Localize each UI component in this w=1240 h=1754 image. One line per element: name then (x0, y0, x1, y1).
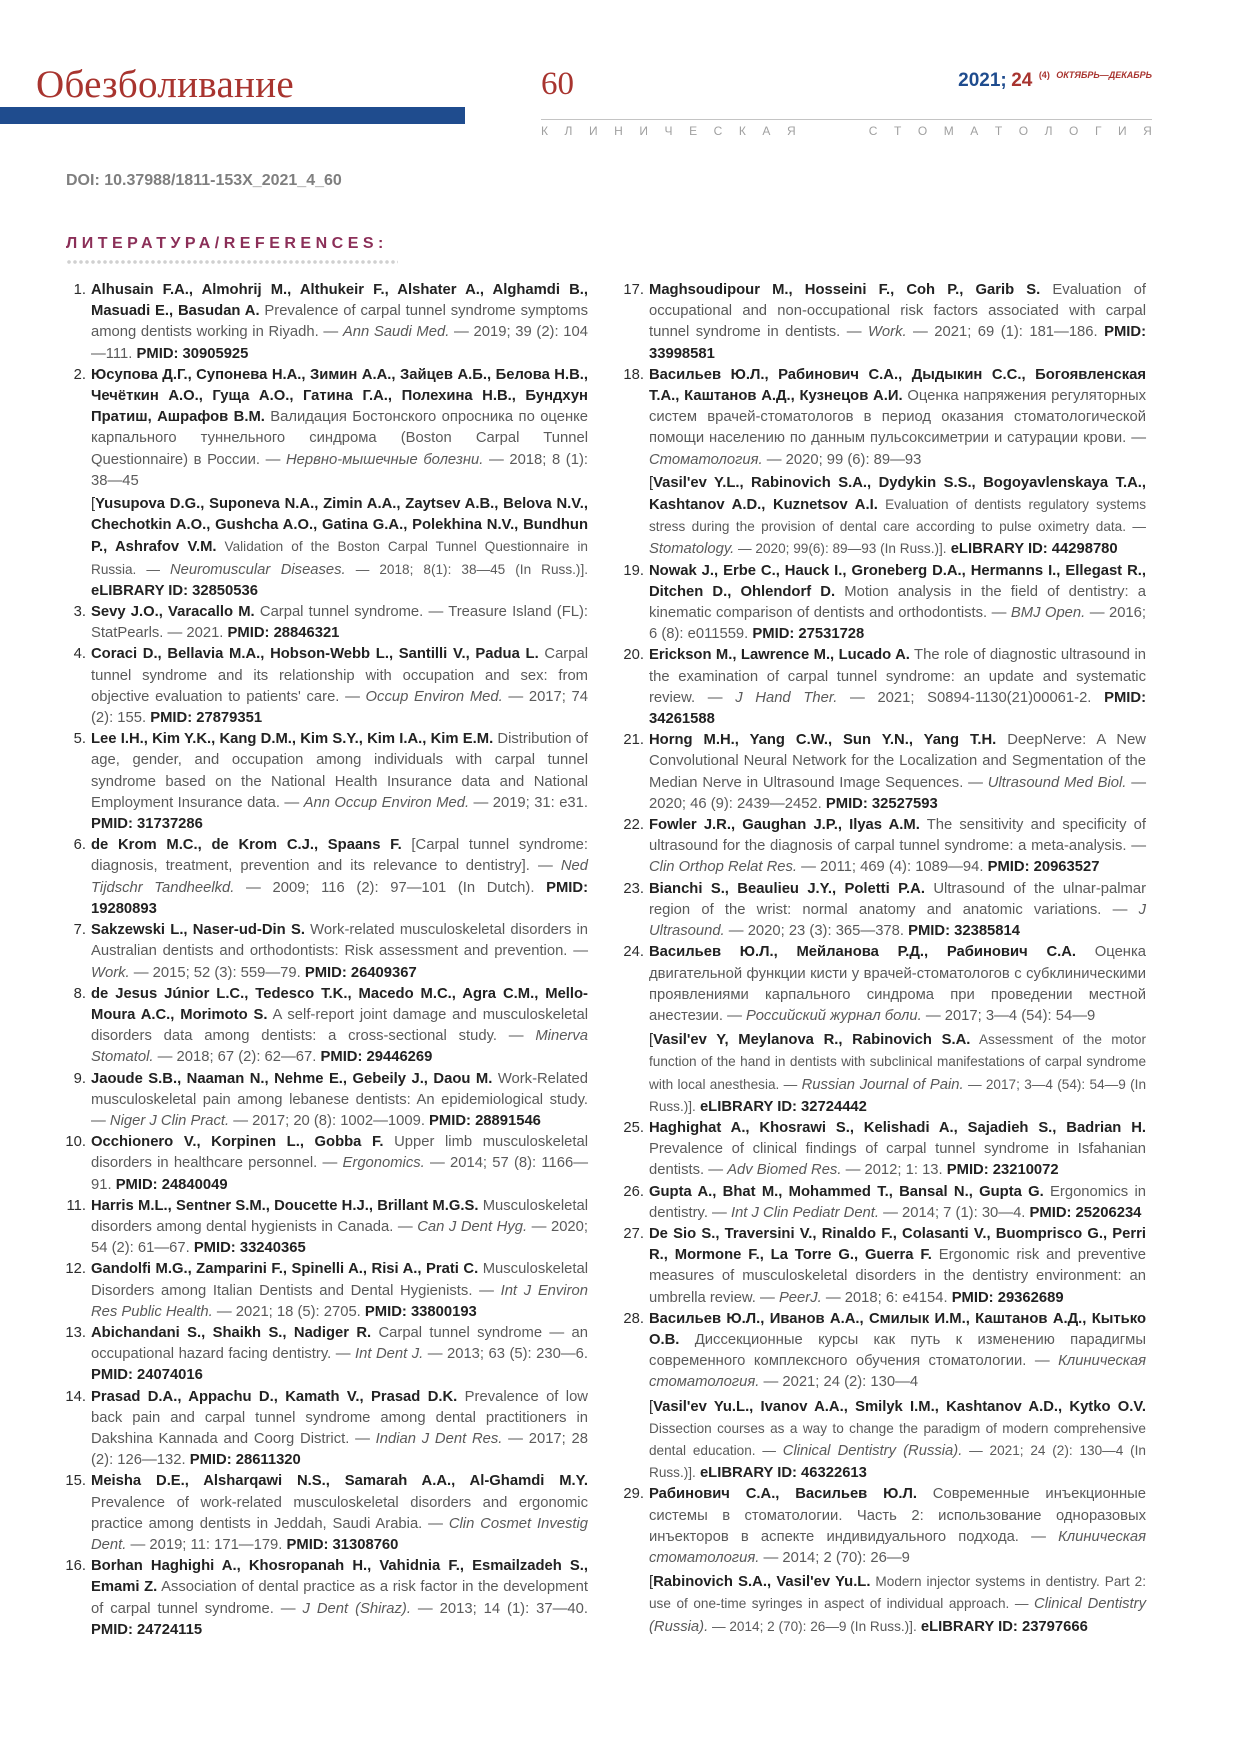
ref-id: eLIBRARY ID: 46322613 (695, 1465, 867, 1482)
reference-item (624, 645, 1146, 730)
ref-authors: Vasil'ev Y, Meylanova R., Rabinovich S.A. (653, 1032, 971, 1049)
ref-title: Ergonomics in dentistry. — (649, 1183, 1146, 1221)
issue-number: (4) (1038, 70, 1050, 80)
ref-id: PMID: 23210072 (946, 1162, 1059, 1179)
ref-id: eLIBRARY ID: 44298780 (946, 541, 1118, 558)
ref-translation: [Yusupova D.G., Suponeva N.A., Zimin A.A., Zaytsev A.B., Belova N.V., Chechotkin A.O., Gushcha A.O., Gatina G.A., Polekhina N.V., Bundhun P., Ashrafov V.M. Validation of the Boston Carpal Tunnel Questionnaire in Russia. — Neuromuscular Diseases. — 2018; 8(1): 38—45 (In Russ.)]. eLIBRARY ID: 32850536 (91, 496, 588, 599)
ref-number: 9. (73, 1070, 86, 1087)
reference-item (66, 984, 588, 1069)
ref-id: PMID: 31737286 (91, 816, 203, 833)
ref-title: A self-report joint damage and musculoskeletal disorders data among dentists: a cross-sectional study. — (91, 1006, 588, 1045)
ref-title: Оценка двигательной функции кисти у врачей-стоматологов с субклиническими проявлениями карпального синдрома при проведении местной анестезии. — (649, 944, 1147, 1024)
journal-letter: О (1069, 124, 1079, 138)
ref-title: Work-related musculoskeletal disorders in Australian dentists and orthodontists: Risk assessment and prevention. — (91, 922, 589, 960)
ref-pages: — 2017; 3—4 (54): 54—9 (In Russ.)]. (649, 1076, 1147, 1114)
ref-authors: Васильев Ю.Л., Мейланова Р.Д., Рабинович С.А. (649, 944, 1077, 961)
reference-item (66, 729, 588, 835)
ref-number: 13. (65, 1324, 86, 1341)
journal-letter: А (762, 124, 771, 138)
reference-item (66, 280, 588, 365)
ref-number: 4. (73, 646, 86, 663)
ref-pages: — 2014; 7 (1): 30—4. (879, 1204, 1030, 1221)
reference-item (624, 280, 1146, 365)
ref-id: PMID: 32527593 (825, 795, 938, 812)
ref-id: PMID: 20963527 (987, 859, 1100, 876)
ref-number: 10. (65, 1134, 86, 1151)
ref-pages: — 2020; 99 (6): 89—93 (762, 451, 922, 468)
ref-journal: Ultrasound Med Biol. (987, 774, 1127, 791)
ref-authors: Fowler J.R., Gaughan J.P., Ilyas A.M. (649, 817, 920, 834)
ref-authors: De Sio S., Traversini V., Rinaldo F., Colasanti V., Buomprisco G., Perri R., Mormone F., La Torre G., Guerra F. (649, 1225, 1146, 1264)
ref-number: 15. (65, 1473, 86, 1490)
reference-item (66, 835, 588, 920)
ref-number: 11. (66, 1197, 86, 1214)
ref-id: PMID: 24074016 (91, 1367, 203, 1384)
ref-id: PMID: 27879351 (150, 710, 263, 727)
ref-title: Association of dental practice as a risk factor in the development of carpal tunnel syndrome. — (91, 1579, 588, 1617)
ref-authors: Рабинович С.А., Васильев Ю.Л. (649, 1486, 917, 1503)
ref-title: The sensitivity and specificity of ultrasound for the diagnosis of carpal tunnel syndrome: a meta-analysis. — (649, 817, 1147, 855)
ref-journal: Minerva Stomatol. (91, 1028, 588, 1066)
ref-authors: Jaoude S.B., Naaman N., Nehme E., Gebeily J., Daou M. (91, 1070, 493, 1087)
ref-title: Ultrasound of the ulnar-palmar region of the wrist: normal anatomy and anatomic variations. — (649, 880, 1146, 918)
ref-id: PMID: 33240365 (193, 1240, 306, 1257)
ref-journal: Indian J Dent Res. (375, 1430, 503, 1447)
ref-title: Dissection courses as a way to change the paradigm of modern comprehensive dental education. — (649, 1420, 1146, 1458)
ref-journal: Clin Cosmet Investig Dent. (91, 1515, 588, 1553)
ref-journal: Клиническая стоматология. (649, 1528, 1146, 1566)
ref-pages: — 2021; 18 (5): 2705. (212, 1303, 365, 1320)
ref-title: Prevalence of low back pain and carpal tunnel syndrome among dental practitioners in Dakshina Kannada and Coorg District. — (91, 1388, 588, 1447)
ref-id: eLIBRARY ID: 32724442 (695, 1098, 867, 1115)
ref-pages: — 2020; 46 (9): 2439—2452. (649, 774, 1146, 812)
ref-number: 6. (73, 837, 86, 854)
reference-item (624, 365, 1146, 561)
ref-id: PMID: 26409367 (304, 964, 417, 981)
ref-journal: Ned Tijdschr Tandheelkd. (91, 858, 588, 896)
ref-title: Carpal tunnel syndrome — an occupational hazard facing dentistry. — (91, 1324, 588, 1363)
ref-title: The role of diagnostic ultrasound in the examination of carpal tunnel syndrome: an update and systematic review. — (649, 647, 1146, 706)
ref-number: 17. (623, 282, 644, 298)
journal-letter: Л (564, 124, 573, 138)
ref-authors: de Jesus Júnior L.C., Tedesco T.K., Macedo M.C., Agra C.M., Mello-Moura A.C., Morimoto S. (91, 985, 588, 1023)
ref-journal: Occup Environ Med. (365, 688, 503, 705)
ref-authors: Abichandani S., Shaikh S., Nadiger R. (91, 1324, 372, 1341)
ref-authors: Rabinovich S.A., Vasil'ev Yu.L. (653, 1574, 871, 1591)
ref-pages: — 2017; 20 (8): 1002—1009. (229, 1112, 430, 1129)
issue-months: ОКТЯБРЬ—ДЕКАБРЬ (1056, 70, 1152, 80)
ref-pages: — 2014; 2 (70): 26—9 (In Russ.)]. (708, 1618, 917, 1634)
ref-number: 19. (623, 562, 644, 579)
reference-item (624, 1484, 1146, 1637)
ref-pages: — 2021; 69 (1): 181—186. (906, 324, 1105, 341)
ref-pages: — 2020; 99(6): 89—93 (In Russ.)]. (734, 541, 947, 557)
ref-authors: Sakzewski L., Naser-ud-Din S. (91, 922, 305, 939)
references-column-left (66, 280, 588, 1641)
ref-authors: Meisha D.E., Alsharqawi N.S., Samarah A.A., Al-Ghamdi M.Y. (91, 1473, 588, 1490)
references-column-right (624, 280, 1146, 1638)
reference-item (624, 1309, 1146, 1485)
ref-journal: Russian Journal of Pain. (801, 1076, 964, 1093)
journal-letter: М (943, 124, 954, 138)
ref-id: PMID: 19280893 (91, 879, 588, 917)
ref-pages: — 2019; 39 (2): 104—111. (91, 324, 588, 362)
ref-id: PMID: 28891546 (429, 1112, 541, 1129)
ref-number: 18. (623, 366, 644, 383)
reference-item (66, 1259, 588, 1323)
ref-journal: Int Dent J. (355, 1346, 424, 1363)
ref-authors: Erickson M., Lawrence M., Lucado A. (649, 647, 910, 664)
ref-pages: — 2018; 6: e4154. (821, 1289, 952, 1306)
dotted-divider (66, 259, 398, 267)
ref-id: PMID: 33800193 (364, 1303, 477, 1320)
ref-pages: — 2013; 63 (5): 230—6. (423, 1346, 588, 1363)
ref-authors: Gandolfi M.G., Zamparini F., Spinelli A., Risi A., Prati C. (91, 1261, 479, 1278)
journal-letter: Л (1044, 124, 1053, 138)
page-number: 60 (541, 66, 574, 102)
ref-authors: Haghighat A., Khosrawi S., Kelishadi A., Sajadieh S., Badrian H. (649, 1119, 1146, 1136)
reference-item (624, 879, 1146, 943)
issue-year: 2021; (958, 70, 1007, 91)
ref-translation: [Rabinovich S.A., Vasil'ev Yu.L. Modern injector systems in dentistry. Part 2: use of one-time syringes in aspect of individual approach. — Clinical Dentistry (Russia). — 2014; 2 (70): 26—9 (In Russ.)]. eLIBRARY ID: 23797666 (649, 1574, 1146, 1635)
ref-pages: — 2021; 24 (2): 130—4 (759, 1374, 919, 1391)
ref-pages: — 2020; 54 (2): 61—67. (91, 1218, 588, 1257)
reference-item (624, 730, 1146, 815)
journal-letter: О (1018, 124, 1029, 138)
ref-number: 26. (623, 1183, 644, 1200)
ref-title: Валидация Бостонского опросника по оценке карпального туннельного синдрома (Boston Carpal Tunnel Questionnaire) в России. — (91, 409, 588, 468)
ref-journal: Work. (91, 964, 130, 981)
ref-id: PMID: 28846321 (227, 625, 340, 642)
issue-volume: 24 (1011, 70, 1033, 91)
ref-pages: — 2013; 14 (1): 37—40. (410, 1600, 588, 1617)
ref-title: Modern injector systems in dentistry. Part 2: use of one-time syringes in aspect of individual approach. — (649, 1574, 1146, 1612)
ref-number: 8. (73, 985, 86, 1002)
ref-journal: Ann Occup Environ Med. (303, 794, 470, 811)
reference-item (66, 1132, 588, 1196)
journal-letter: Т (994, 124, 1003, 138)
ref-number: 22. (623, 817, 644, 834)
header-divider (541, 119, 1152, 120)
ref-id: PMID: 32385814 (908, 923, 1020, 940)
journal-letter: И (639, 124, 648, 138)
journal-letter: К (541, 124, 548, 138)
ref-journal: Clinical Dentistry (Russia). (782, 1442, 963, 1459)
reference-item (624, 1118, 1146, 1182)
journal-word-gap (812, 124, 852, 138)
ref-number: 25. (623, 1119, 644, 1136)
ref-pages: — 2014; 57 (8): 1166—91. (91, 1155, 588, 1193)
ref-title: Prevalence of clinical findings of carpal tunnel syndrome in Isfahanian dentists. — (649, 1141, 1146, 1179)
ref-journal: Ann Saudi Med. (342, 324, 450, 341)
ref-journal: J Hand Ther. (735, 689, 838, 706)
ref-authors: Васильев Ю.Л., Рабинович С.А., Дыдыкин С.С., Богоявленская Т.А., Каштанов А.Д., Кузнецов А.И. (649, 366, 1146, 405)
ref-title: DeepNerve: A New Convolutional Neural Network for the Localization and Segmentation of the Median Nerve in Ultrasound Image Sequences. — (649, 732, 1146, 791)
ref-number: 5. (73, 731, 86, 748)
ref-pages: — 2012; 1: 13. (841, 1162, 947, 1179)
ref-translation: [Vasil'ev Yu.L., Ivanov A.A., Smilyk I.M., Kashtanov A.D., Kytko O.V. Dissection courses as a way to change the paradigm of modern comprehensive dental education. — Clinical Dentistry (Russia). — 2021; 24 (2): 130—4 (In Russ.)]. eLIBRARY ID: 46322613 (649, 1398, 1146, 1482)
ref-pages: — 2017; 3—4 (54): 54—9 (921, 1007, 1096, 1024)
journal-letter: К (738, 124, 746, 138)
reference-item (624, 561, 1146, 646)
ref-journal: J Ultrasound. (649, 901, 1146, 940)
journal-letter: С (868, 124, 878, 138)
ref-pages: — 2018; 8(1): 38—45 (In Russ.)]. (345, 561, 588, 577)
ref-pages: — 2015; 52 (3): 559—79. (129, 964, 305, 981)
reference-item (66, 365, 588, 602)
journal-letter: А (970, 124, 979, 138)
ref-pages: — 2020; 23 (3): 365—378. (724, 923, 909, 940)
journal-letter: И (1117, 124, 1127, 138)
reference-item (624, 1224, 1146, 1309)
ref-id: PMID: 27531728 (752, 626, 865, 643)
ref-id: PMID: 24840049 (115, 1176, 228, 1193)
reference-item (66, 1387, 588, 1472)
ref-journal: Niger J Clin Pract. (109, 1112, 230, 1129)
ref-number: 7. (73, 922, 86, 939)
ref-translation: [Vasil'ev Y, Meylanova R., Rabinovich S.A. Assessment of the motor function of the hand in dentists with subclinical manifestations of carpal syndrome with local anesthesia. — Russian Journal of Pain. — 2017; 3—4 (54): 54—9 (In Russ.)]. eLIBRARY ID: 32724442 (649, 1032, 1147, 1115)
ref-number: 16. (65, 1558, 86, 1575)
ref-authors: Occhionero V., Korpinen L., Gobba F. (91, 1134, 384, 1151)
ref-title: Prevalence of work-related musculoskeletal disorders and ergonomic practice among dentists in Jeddah, Saudi Arabia. — (91, 1494, 588, 1532)
ref-authors: Vasil'ev Y.L., Rabinovich S.A., Dydykin S.S., Bogoyavlenskaya T.A., Kashtanov A.D., Kuznetsov A.I. (649, 474, 1146, 514)
journal-letter: Г (1094, 124, 1102, 138)
ref-title: Musculoskeletal disorders among dental hygienists in Canada. — (91, 1197, 588, 1235)
ref-title: Evaluation of occupational and non-occupational risk factors associated with carpal tunnel syndrome in dentists. — (649, 282, 1146, 341)
ref-id: PMID: 33998581 (649, 324, 1146, 362)
ref-journal: Can J Dent Hyg. (417, 1218, 528, 1235)
journal-letter: Н (614, 124, 623, 138)
reference-item (66, 1556, 588, 1641)
ref-authors: Coraci D., Bellavia M.A., Hobson-Webb L., Santilli V., Padua L. (91, 646, 539, 663)
ref-journal: Neuromuscular Diseases. (170, 561, 346, 578)
section-title: Обезболивание (36, 63, 295, 106)
journal-letter: Я (1143, 124, 1152, 138)
ref-translation: [Vasil'ev Y.L., Rabinovich S.A., Dydykin S.S., Bogoyavlenskaya T.A., Kashtanov A.D., Kuznetsov A.I. Evaluation of dentists regulatory systems stress during the provision of dental care according to pulse oximetry data. — Stomatology. — 2020; 99(6): 89—93 (In Russ.)]. eLIBRARY ID: 44298780 (649, 474, 1146, 558)
ref-pages: — 2016; 6 (8): e011559. (649, 605, 1146, 643)
ref-journal: Clin Orthop Relat Res. (649, 859, 798, 876)
ref-title: Evaluation of dentists regulatory systems stress during the provision of dental care according to pulse oximetry data. — (649, 497, 1146, 535)
ref-pages: — 2009; 116 (2): 97—101 (In Dutch). (234, 879, 547, 896)
ref-title: Prevalence of carpal tunnel syndrome symptoms among dentists working in Riyadh. — (91, 303, 588, 341)
ref-id: eLIBRARY ID: 32850536 (91, 582, 258, 599)
ref-authors: Alhusain F.A., Almohrij M., Althukeir F., Alshater A., Alghamdi B., Masuadi E., Basudan A. (91, 282, 588, 320)
ref-number: 14. (65, 1388, 86, 1405)
ref-id: PMID: 25206234 (1029, 1204, 1142, 1221)
ref-journal: Work. (867, 324, 907, 341)
ref-authors: Gupta A., Bhat M., Mohammed T., Bansal N., Gupta G. (649, 1183, 1044, 1200)
ref-id: PMID: 31308760 (286, 1536, 399, 1553)
ref-title: Work-Related musculoskeletal pain among lebanese dentists: An epidemiological study. — (91, 1070, 588, 1129)
ref-number: 21. (623, 732, 644, 749)
ref-number: 24. (623, 944, 644, 961)
ref-authors: Юсупова Д.Г., Супонева Н.А., Зимин А.А., Зайцев А.Б., Белова Н.В., Чечёткин А.О., Гуща А.О., Гатина Г.А., Полехина Н.В., Бундхун Пратиш, Ашрафов В.М. (91, 366, 588, 426)
journal-letter: И (588, 124, 598, 138)
references-heading: ЛИТЕРАТУРА/REFERENCES: (66, 235, 388, 252)
ref-authors: Sevy J.O., Varacallo M. (91, 604, 255, 621)
reference-item (66, 1323, 588, 1387)
ref-number: 23. (623, 880, 644, 897)
ref-id: PMID: 29362689 (951, 1289, 1064, 1306)
journal-name (541, 124, 1152, 138)
journal-letter: Ч (664, 124, 673, 138)
ref-journal: Stomatology. (649, 541, 735, 558)
ref-journal: Российский журнал боли. (746, 1007, 922, 1024)
ref-title: Оценка напряжения регуляторных систем врачей-стоматологов в период оказания стоматологической помощи населению по данным пульсоксиметрии и сатурации крови. — (649, 388, 1147, 447)
ref-pages: — 2014; 2 (70): 26—9 (759, 1549, 910, 1566)
ref-authors: Vasil'ev Yu.L., Ivanov A.A., Smilyk I.M., Kashtanov A.D., Kytko O.V. (653, 1398, 1146, 1415)
ref-title: Motion analysis in the field of dentistry: a kinematic comparison of dentists and orthodontists. — (649, 583, 1146, 622)
ref-number: 1. (73, 282, 86, 298)
ref-id: PMID: 29446269 (320, 1049, 433, 1066)
ref-number: 28. (623, 1310, 644, 1327)
ref-authors: Borhan Haghighi A., Khosropanah H., Vahidnia F., Esmailzadeh S., Emami Z. (91, 1558, 588, 1596)
ref-authors: Васильев Ю.Л., Иванов А.А., Смилык И.М., Каштанов А.Д., Кытько О.В. (649, 1310, 1146, 1348)
ref-number: 20. (623, 647, 644, 664)
doi: DOI: 10.37988/1811-153X_2021_4_60 (66, 172, 342, 189)
journal-letter: О (917, 124, 928, 138)
ref-number: 27. (623, 1225, 644, 1242)
ref-title: Assessment of the motor function of the hand in dentists with subclinical manifestations of carpal syndrome with local anesthesia. — (649, 1032, 1146, 1092)
ref-pages: — 2011; 469 (4): 1089—94. (797, 859, 988, 876)
reference-item (66, 602, 588, 644)
reference-item (66, 1471, 588, 1556)
ref-authors: Bianchi S., Beaulieu J.Y., Poletti P.A. (649, 880, 925, 897)
ref-title: Distribution of age, gender, and occupation among individuals with carpal tunnel syndrome based on the National Health Insurance data and National Employment Insurance data. — (91, 731, 589, 811)
ref-pages: — 2018; 8 (1): 38—45 (91, 451, 588, 489)
reference-item (66, 1069, 588, 1133)
ref-pages: — 2021; 24 (2): 130—4 (In Russ.)]. (649, 1442, 1146, 1481)
ref-id: PMID: 24724115 (91, 1621, 203, 1638)
ref-title: Диссекционные курсы как путь к изменению парадигмы современного комплексного обучения стоматологии. — (649, 1331, 1146, 1370)
issue-info (958, 70, 1152, 92)
ref-pages: — 2021; S0894-1130(21)00061-2. (837, 689, 1105, 706)
reference-item (66, 644, 588, 729)
ref-number: 29. (623, 1486, 644, 1503)
ref-authors: Nowak J., Erbe C., Hauck I., Groneberg D.A., Hermanns I., Ellegast R., Ditchen D., Ohlendorf D. (649, 562, 1146, 600)
ref-id: eLIBRARY ID: 23797666 (916, 1618, 1088, 1635)
ref-number: 2. (73, 366, 86, 383)
ref-journal: PeerJ. (778, 1289, 822, 1306)
ref-title: Validation of the Boston Carpal Tunnel Questionnaire in Russia. — (91, 539, 588, 577)
ref-journal: Стоматология. (649, 451, 763, 468)
ref-pages: — 2019; 11: 171—179. (126, 1536, 287, 1553)
ref-title: Carpal tunnel syndrome. — Treasure Island (FL): StatPearls. — 2021. (91, 604, 588, 642)
ref-number: 3. (73, 604, 86, 621)
ref-journal: Int J Environ Res Public Health. (91, 1282, 588, 1320)
ref-title: [Carpal tunnel syndrome: diagnosis, treatment, prevention and its relevance to dentistry]. — (91, 837, 588, 875)
ref-title: Musculoskeletal Disorders among Italian Dentists and Dental Hygienists. — (91, 1261, 588, 1299)
section-color-bar (0, 107, 465, 124)
ref-journal: BMJ Open. (1010, 605, 1086, 622)
ref-number: 12. (65, 1261, 86, 1278)
ref-authors: Prasad D.A., Appachu D., Kamath V., Prasad D.K. (91, 1388, 458, 1405)
ref-journal: Клиническая стоматология. (649, 1353, 1146, 1391)
ref-title: Upper limb musculoskeletal disorders in healthcare personnel. — (91, 1134, 588, 1172)
reference-item (624, 1182, 1146, 1224)
journal-letter: С (713, 124, 723, 138)
ref-id: PMID: 28611320 (189, 1452, 301, 1469)
ref-authors: Harris M.L., Sentner S.M., Doucette H.J., Brillant M.G.S. (91, 1197, 479, 1214)
ref-authors: Yusupova D.G., Suponeva N.A., Zimin A.A., Zaytsev A.B., Belova N.V., Chechotkin A.O., Gushcha A.O., Gatina G.A., Polekhina N.V., Bundhun P., Ashrafov V.M. (91, 496, 588, 556)
ref-journal: Ergonomics. (342, 1155, 425, 1172)
ref-journal: Нервно-мышечные болезни. (285, 451, 484, 468)
ref-pages: — 2018; 67 (2): 62—67. (153, 1049, 321, 1066)
reference-item (624, 942, 1146, 1118)
ref-journal: Adv Biomed Res. (727, 1162, 842, 1179)
ref-pages: — 2017; 28 (2): 126—132. (91, 1430, 588, 1469)
ref-journal: Clinical Dentistry (Russia). (649, 1596, 1146, 1635)
ref-title: Carpal tunnel syndrome and its relationship with occupation and sex: from objective evaluation to patients' care. — (91, 646, 588, 705)
ref-id: PMID: 34261588 (649, 689, 1147, 728)
ref-title: Ergonomic risk and preventive measures of musculoskeletal disorders in the dentistry environment: an umbrella review. — (649, 1247, 1146, 1306)
journal-letter: Е (689, 124, 698, 138)
ref-journal: Int J Clin Pediatr Dent. (730, 1204, 880, 1221)
ref-pages: — 2017; 74 (2): 155. (91, 688, 588, 727)
ref-title: Современные инъекционные системы в стоматологии. Часть 2: использование одноразовых инъекторов в аспекте индивидуального подхода. — (649, 1486, 1146, 1545)
ref-pages: — 2019; 31: e31. (469, 794, 588, 811)
ref-authors: Maghsoudipour M., Hosseini F., Coh P., Garib S. (649, 282, 1041, 298)
journal-letter: Т (893, 124, 902, 138)
journal-letter: Я (786, 124, 796, 138)
ref-authors: de Krom M.C., de Krom C.J., Spaans F. (91, 837, 402, 854)
reference-item (66, 1196, 588, 1260)
ref-authors: Lee I.H., Kim Y.K., Kang D.M., Kim S.Y., Kim I.A., Kim E.M. (91, 731, 494, 748)
ref-authors: Horng M.H., Yang C.W., Sun Y.N., Yang T.H. (649, 732, 997, 749)
ref-journal: J Dent (Shiraz). (302, 1600, 411, 1617)
reference-item (66, 920, 588, 984)
reference-item (624, 815, 1146, 879)
ref-id: PMID: 30905925 (136, 345, 249, 362)
